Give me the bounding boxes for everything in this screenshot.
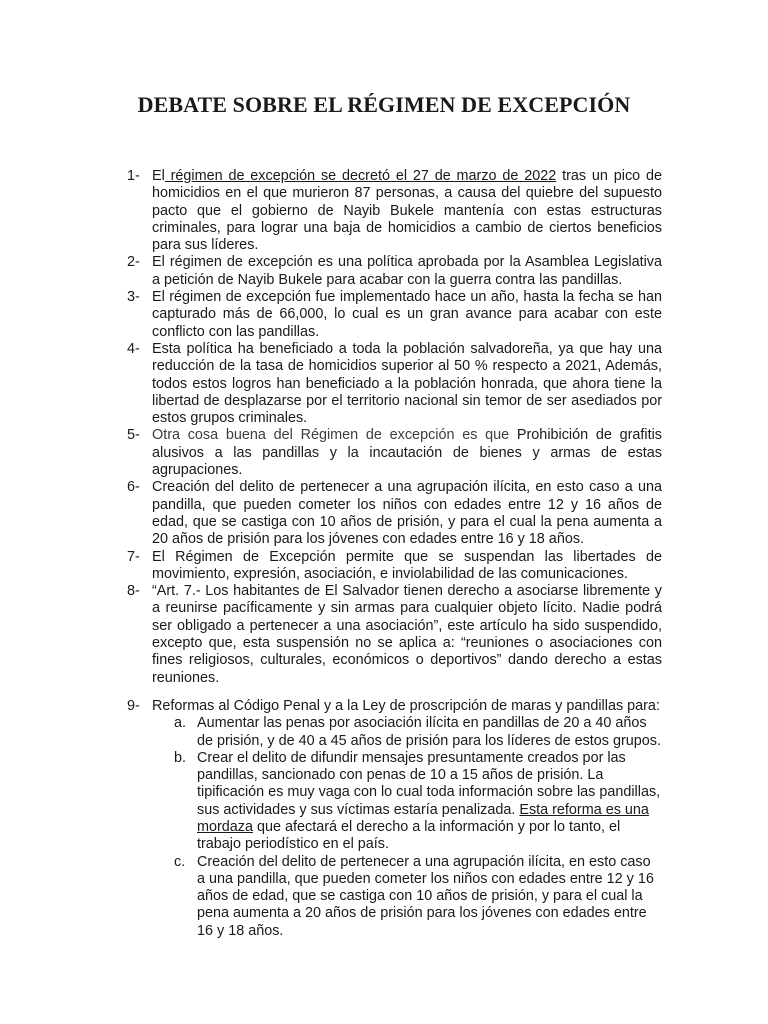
item-text: “Art. 7.- Los habitantes de El Salvador tienen derecho a asociarse libremente y a reunirse pacíficamente y sin armas para cualquier objeto lícito. Nadie podrá ser obligado a pertenecer a una asociación”, este artículo ha sido suspendido, excepto que, esta suspensión no se aplica a: “reuniones o asociaciones con fines religiosos, culturales, económicos o deportivos” dando derecho a estas reuniones. bbox=[152, 583, 662, 686]
item-text-muted: Otra cosa buena del Régimen de excepción es que bbox=[152, 427, 510, 444]
item-number: 1- bbox=[127, 168, 140, 184]
reforms-sublist bbox=[152, 715, 662, 940]
list-item bbox=[127, 427, 662, 479]
item-text-start: El bbox=[152, 168, 165, 184]
item-text: El Régimen de Excepción permite que se suspendan las libertades de movimiento, expresión, asociación, e inviolabilidad de las comunicaciones. bbox=[152, 548, 662, 582]
underlined-text: régimen de excepción se decretó el 27 de marzo de 2022 bbox=[164, 168, 557, 184]
subitem-text: Aumentar las penas por asociación ilícita en pandillas de 20 a 40 años de prisión, y de 40 a 45 años de prisión para los líderes de estos grupos. bbox=[197, 715, 661, 749]
list-item bbox=[127, 479, 662, 548]
item-text-end: tras un pico de homicidios en el que murieron 87 personas, a causa del quiebre del supuesto pacto que el gobierno de Nayib Bukele mantenía con estas estructuras criminales, para lograr una baja de homicidios a cambio de ciertos beneficios para sus líderes. bbox=[152, 168, 662, 254]
item-number: 2- bbox=[127, 254, 140, 271]
list-item bbox=[127, 341, 662, 427]
item-text: Creación del delito de pertenecer a una agrupación ilícita, en esto caso a una pandilla, que pueden cometer los niños con edades entre 12 y 16 años de edad, que se castiga con 10 años de prisión, y para el cual la pena aumenta a 20 años de prisión para los jóvenes con edades entre 16 y 18 años. bbox=[152, 479, 662, 548]
item-number: 5- bbox=[127, 427, 140, 444]
subitem-letter: a. bbox=[174, 715, 187, 732]
item-number: 3- bbox=[127, 289, 140, 306]
document-title: DEBATE SOBRE EL RÉGIMEN DE EXCEPCIÓN bbox=[137, 92, 631, 117]
sublist-item bbox=[152, 854, 662, 940]
item-text: Reformas al Código Penal y a la Ley de proscripción de maras y pandillas para: bbox=[152, 697, 660, 714]
debate-points-list bbox=[127, 168, 662, 940]
list-item bbox=[127, 254, 662, 289]
item-text: El régimen de excepción fue implementado hace un año, hasta la fecha se han capturado más de 66,000, lo cual es un gran avance para acabar con este conflicto con las pandillas. bbox=[152, 289, 662, 340]
list-item bbox=[127, 698, 662, 940]
sublist-item bbox=[152, 715, 662, 750]
sublist-item bbox=[152, 750, 662, 854]
subitem-text-start: Crear el delito de difundir mensajes presuntamente creados por las pandillas, sancionado con penas de 10 a 15 años de prisión. La tipificación es muy vaga con lo cual toda información sobre las pandillas, sus actividades y sus víctimas estaría penalizada. bbox=[197, 749, 661, 818]
list-item bbox=[127, 549, 662, 584]
item-text: Esta política ha beneficiado a toda la población salvadoreña, ya que hay una reducción de la tasa de homicidios superior al 50 % respecto a 2021, Además, todos estos logros han beneficiado a la población honrada, que ahora tiene la libertad de desplazarse por el territorio nacional sin temor de ser asediados por estos grupos criminales. bbox=[152, 340, 662, 427]
item-number: 7- bbox=[127, 548, 140, 565]
item-number: 9- bbox=[127, 697, 140, 714]
underlined-text: Esta reforma es una mordaza bbox=[197, 801, 649, 835]
item-number: 8- bbox=[127, 583, 140, 600]
subitem-text: Creación del delito de pertenecer a una agrupación ilícita, en esto caso a una pandilla, que pueden cometer los niños con edades entre 12 y 16 años de edad, que se castiga con 10 años de prisión, y para el cual la pena aumenta a 20 años de prisión para los jóvenes con edades entre 16 y 18 años. bbox=[197, 853, 654, 939]
item-text-end: Prohibición de grafitis alusivos a las pandillas y la incautación de bienes y armas de estas agrupaciones. bbox=[152, 427, 662, 479]
item-number: 4- bbox=[127, 340, 140, 357]
list-item bbox=[127, 168, 662, 254]
item-text: El régimen de excepción es una política aprobada por la Asamblea Legislativa a petición de Nayib Bukele para acabar con la guerra contra las pandillas. bbox=[152, 254, 662, 288]
subitem-letter: c. bbox=[174, 853, 186, 870]
list-item bbox=[127, 289, 662, 341]
item-number: 6- bbox=[127, 479, 140, 496]
subitem-letter: b. bbox=[174, 749, 187, 766]
list-item bbox=[127, 583, 662, 687]
subitem-text-end: que afectará el derecho a la información y por lo tanto, el trabajo periodístico en el país. bbox=[197, 818, 621, 853]
